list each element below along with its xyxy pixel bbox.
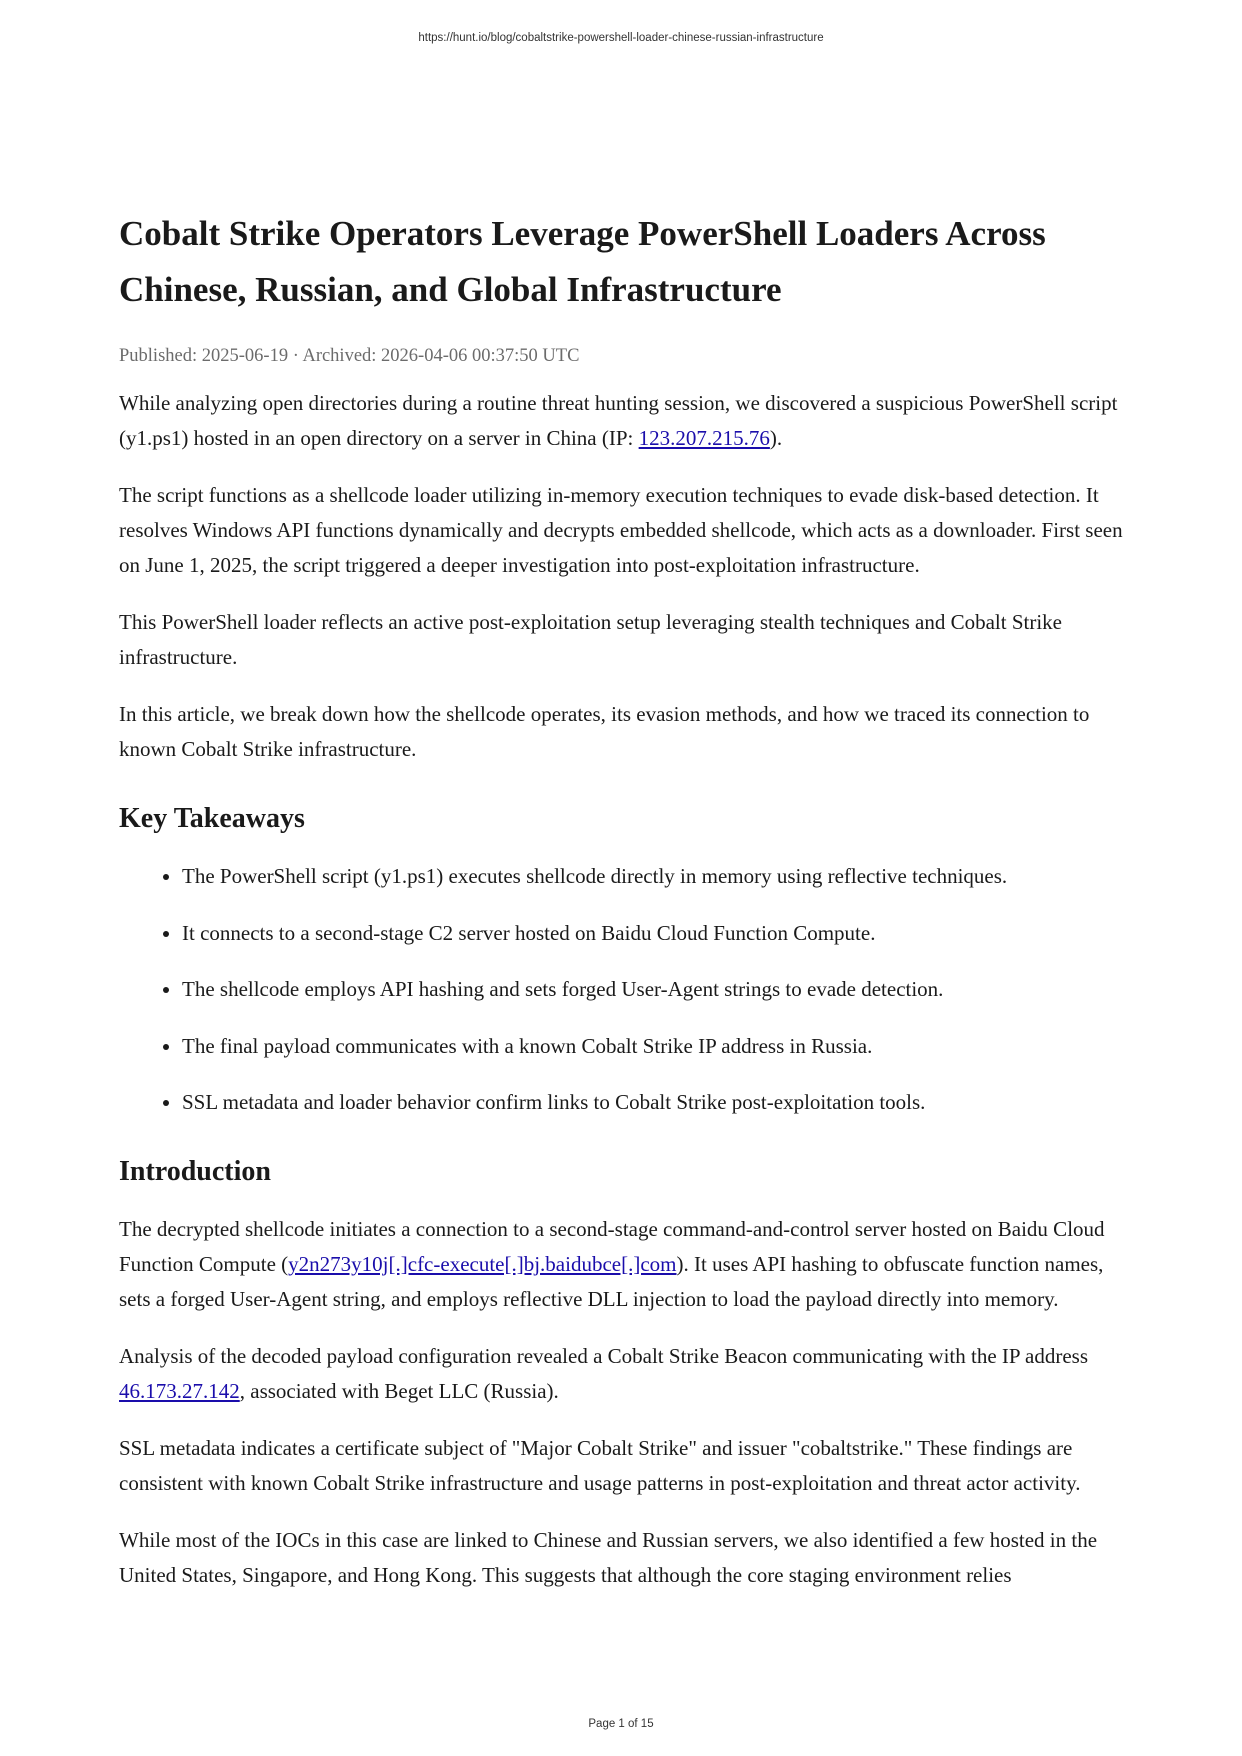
paragraph-text: ). xyxy=(769,426,783,450)
key-takeaways-heading: Key Takeaways xyxy=(119,803,305,834)
paragraph-text: , associated with Beget LLC (Russia). xyxy=(239,1379,559,1403)
introduction-heading: Introduction xyxy=(119,1156,271,1187)
page-number: Page 1 of 15 xyxy=(588,1718,654,1730)
paragraph-introduction-3: SSL metadata indicates a certificate subject of "Major Cobalt Strike" and issuer "cobaltstrike." These findings are consistent with known Cobalt Strike infrastructure and usage patterns in post-exploitation and threat actor activity. xyxy=(119,1436,1081,1495)
list-item: • The shellcode employs API hashing and sets forged User-Agent strings to evade detection. xyxy=(182,972,1129,1007)
list-item: • SSL metadata and loader behavior confirm links to Cobalt Strike post-exploitation tools. xyxy=(182,1085,1129,1120)
paragraph-text: The decrypted shellcode initiates a connection to a second-stage command-and-control server hosted on Baidu Cloud Function Compute ( xyxy=(119,1217,1105,1276)
paragraph-text: ). It uses API hashing to obfuscate function names, sets a forged User-Agent string, and employs reflective DLL injection to load the payload directly into memory. xyxy=(119,1252,1104,1311)
paragraph-introduction-2 xyxy=(119,1339,1129,1409)
list-item: • The final payload communicates with a known Cobalt Strike IP address in Russia. xyxy=(182,1029,1129,1064)
paragraph-intro-1 xyxy=(119,386,1129,456)
article-title: Cobalt Strike Operators Leverage PowerShell Loaders Across Chinese, Russian, and Global Infrastructure xyxy=(119,214,1046,309)
ip-link-russia[interactable]: 46.173.27.142 xyxy=(119,1379,240,1403)
list-item: • It connects to a second-stage C2 server hosted on Baidu Cloud Function Compute. xyxy=(182,916,1129,951)
ip-link-china[interactable]: 123.207.215.76 xyxy=(638,426,770,450)
paragraph-intro-4: In this article, we break down how the shellcode operates, its evasion methods, and how we traced its connection to known Cobalt Strike infrastructure. xyxy=(119,702,1090,761)
paragraph-intro-2: The script functions as a shellcode loader utilizing in-memory execution techniques to evade disk-based detection. It resolves Windows API functions dynamically and decrypts embedded shellcode, which acts as a downloader. First seen on June 1, 2025, the script triggered a deeper investigation into post-exploitation infrastructure. xyxy=(119,483,1123,577)
article-body xyxy=(119,206,1129,1615)
paragraph-introduction-4: While most of the IOCs in this case are linked to Chinese and Russian servers, we also identified a few hosted in the United States, Singapore, and Hong Kong. This suggests that although the core staging environment relies xyxy=(119,1528,1098,1587)
print-url-header: https://hunt.io/blog/cobaltstrike-powershell-loader-chinese-russian-infrastructure xyxy=(418,32,824,44)
paragraph-intro-3: This PowerShell loader reflects an active post-exploitation setup leveraging stealth techniques and Cobalt Strike infrastructure. xyxy=(119,610,1062,669)
list-item: • The PowerShell script (y1.ps1) executes shellcode directly in memory using reflective techniques. xyxy=(182,859,1129,894)
paragraph-text: Analysis of the decoded payload configuration revealed a Cobalt Strike Beacon communicating with the IP address xyxy=(119,1344,1089,1368)
c2-domain-link[interactable]: y2n273y10j[.]cfc-execute[.]bj.baidubce[.]com xyxy=(288,1252,677,1276)
paragraph-introduction-1 xyxy=(119,1212,1129,1317)
article-meta: Published: 2025-06-19 · Archived: 2026-04-06 00:37:50 UTC xyxy=(119,346,580,366)
paragraph-text: While analyzing open directories during a routine threat hunting session, we discovered a suspicious PowerShell script (y1.ps1) hosted in an open directory on a server in China (IP: xyxy=(119,391,1118,450)
key-takeaways-list xyxy=(119,859,1129,1120)
